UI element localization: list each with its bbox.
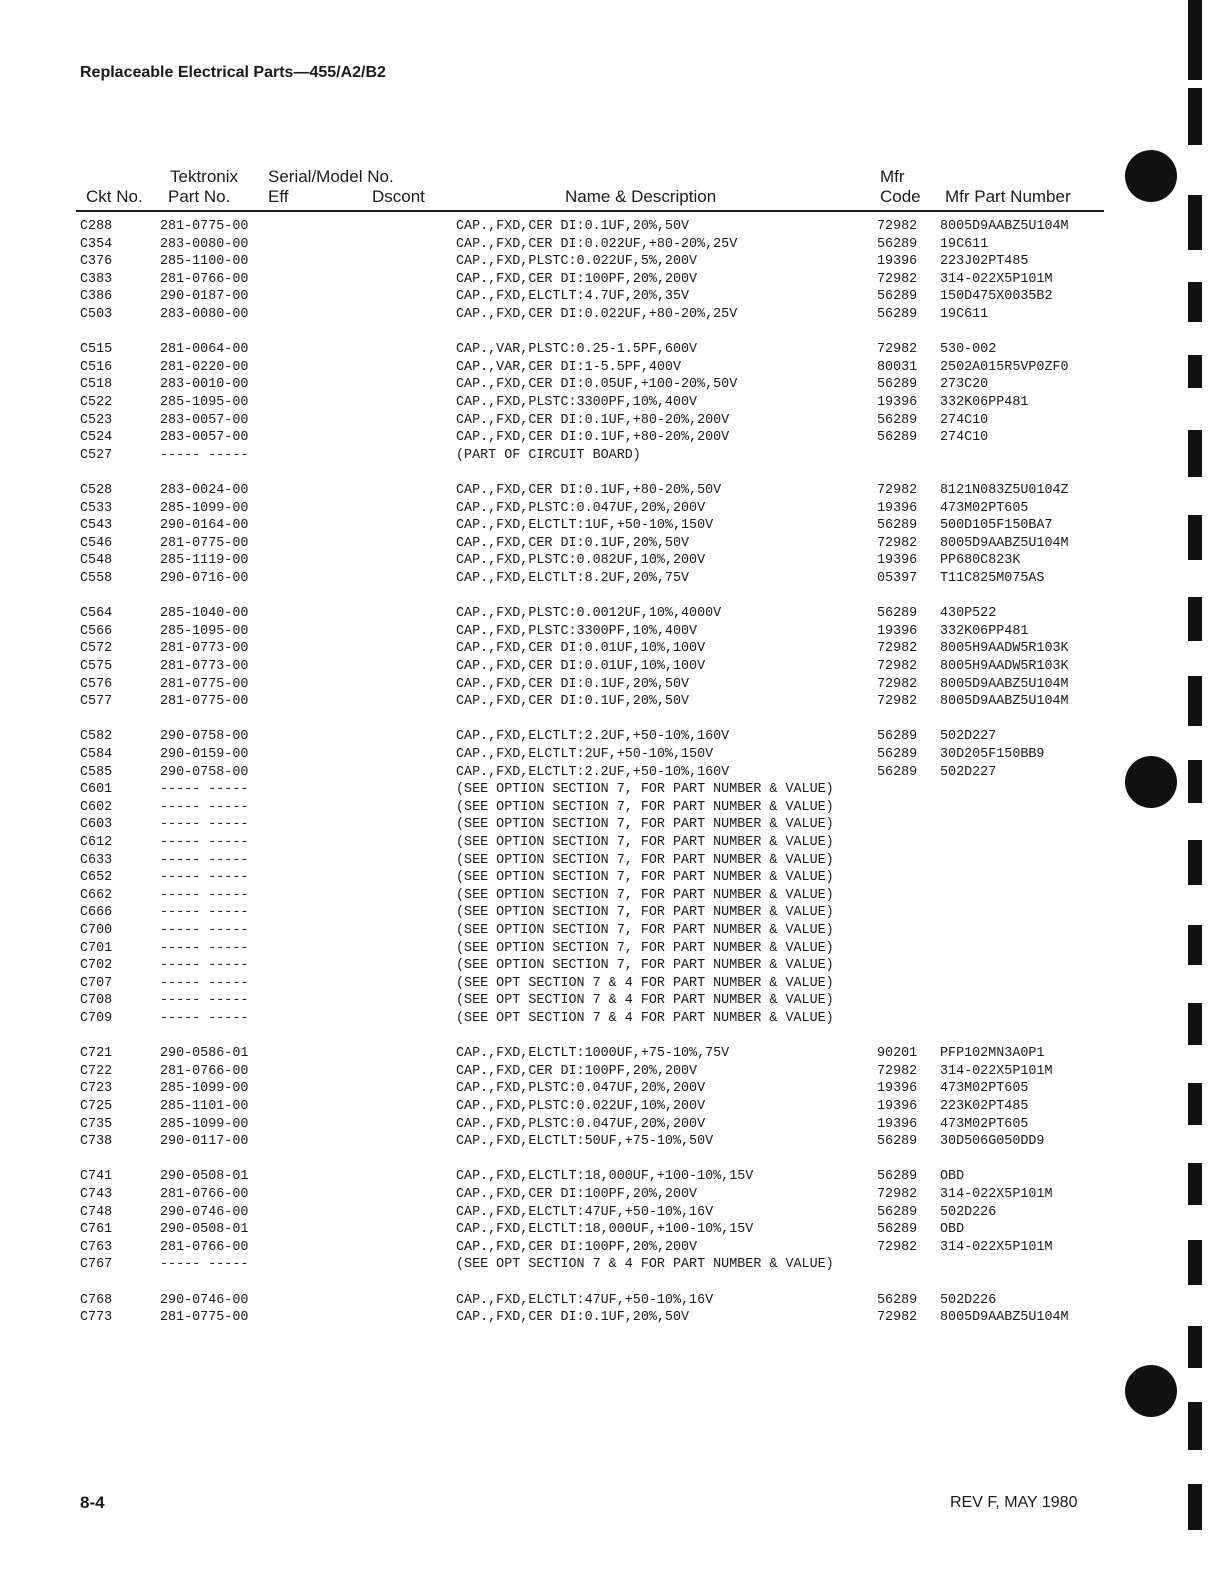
part-no-cell: ----- ----- [160,975,249,991]
ckt-no-cell: C773 [80,1310,113,1326]
mfr-part-number-cell: 430P522 [940,606,997,622]
ckt-no-cell: C708 [80,993,113,1009]
punch-hole-icon [1125,1365,1177,1417]
mfr-part-number-cell: 19C611 [940,307,989,322]
description-cell: (SEE OPTION SECTION 7, FOR PART NUMBER & VALUE) [456,887,834,903]
mfr-code-cell: 05397 [877,571,918,586]
ckt-no-cell: C725 [80,1099,113,1114]
ckt-no-cell: C741 [80,1169,113,1185]
ckt-no-cell: C723 [80,1081,113,1097]
part-no-cell: 290-0746-00 [160,1204,249,1220]
part-no-cell: 290-0187-00 [160,289,249,305]
ckt-no-cell: C576 [80,676,113,692]
mfr-code-cell: 56289 [877,289,918,305]
description-cell: CAP.,FXD,ELCTLT:47UF,+50-10%,16V [456,1204,714,1220]
part-no-cell: 290-0586-01 [160,1046,249,1062]
mfr-part-number-cell: 314-022X5P101M [940,1063,1053,1079]
part-no-cell: 285-1099-00 [160,1116,249,1132]
mfr-code-cell: 80031 [877,359,918,375]
part-no-cell: 281-0775-00 [160,535,249,551]
mfr-part-number-cell: 8005D9AABZ5U104M [940,694,1069,710]
mfr-code-cell: 19396 [877,1081,918,1097]
ckt-no-cell: C603 [80,817,113,833]
part-no-cell: 290-0746-00 [160,1292,249,1308]
part-no-cell: 285-1101-00 [160,1099,249,1114]
part-no-cell: ----- ----- [160,940,249,956]
ckt-no-cell: C518 [80,377,113,393]
part-no-cell: ----- ----- [160,782,249,798]
ckt-no-cell: C761 [80,1222,113,1238]
binder-mark [1188,355,1202,388]
description-cell: CAP.,FXD,CER DI:0.1UF,+80-20%,200V [456,412,730,428]
description-cell: (SEE OPTION SECTION 7, FOR PART NUMBER & VALUE) [456,870,834,886]
binder-mark [1188,760,1202,803]
mfr-code-cell: 72982 [877,694,918,710]
mfr-part-number-cell: 223K02PT485 [940,1099,1029,1114]
header-mfr: Mfr [880,167,905,186]
mfr-code-cell: 72982 [877,535,918,551]
description-cell: CAP.,VAR,PLSTC:0.25-1.5PF,600V [456,342,698,358]
part-no-cell: 283-0057-00 [160,412,249,428]
mfr-part-number-cell: PFP102MN3A0P1 [940,1046,1045,1062]
part-no-cell: 281-0775-00 [160,676,249,692]
description-cell: (SEE OPTION SECTION 7, FOR PART NUMBER & VALUE) [456,923,834,938]
description-cell: CAP.,FXD,CER DI:0.1UF,20%,50V [456,694,690,710]
part-no-cell: ----- ----- [160,1257,249,1273]
mfr-code-cell: 56289 [877,729,918,745]
mfr-code-cell: 19396 [877,553,918,569]
part-no-cell: 285-1099-00 [160,1081,249,1097]
ckt-no-cell: C515 [80,342,113,358]
description-cell: CAP.,FXD,CER DI:0.1UF,+80-20%,200V [456,430,730,446]
ckt-no-cell: C524 [80,430,113,446]
mfr-code-cell: 19396 [877,500,918,516]
description-cell: (SEE OPT SECTION 7 & 4 FOR PART NUMBER & VALUE) [456,975,834,991]
ckt-no-cell: C548 [80,553,113,569]
description-cell: CAP.,FXD,CER DI:0.1UF,20%,50V [456,1310,690,1326]
ckt-no-cell: C523 [80,412,113,428]
description-cell: CAP.,FXD,PLSTC:0.047UF,20%,200V [456,1116,706,1132]
binder-mark [1188,925,1202,965]
part-no-cell: ----- ----- [160,923,249,938]
mfr-code-cell: 56289 [877,606,918,622]
mfr-code-cell: 19396 [877,1099,918,1114]
description-cell: CAP.,FXD,CER DI:0.05UF,+100-20%,50V [456,377,738,393]
ckt-no-cell: C601 [80,782,113,798]
description-cell: CAP.,FXD,ELCTLT:1UF,+50-10%,150V [456,518,714,534]
part-no-cell: 285-1100-00 [160,254,249,270]
mfr-code-cell: 56289 [877,307,918,322]
part-no-cell: ----- ----- [160,1011,249,1026]
part-no-cell: 281-0766-00 [160,271,249,287]
mfr-code-cell: 56289 [877,430,918,446]
description-cell: CAP.,FXD,PLSTC:0.0012UF,10%,4000V [456,606,722,622]
ckt-no-cell: C584 [80,747,113,762]
description-cell: CAP.,FXD,CER DI:0.1UF,20%,50V [456,535,690,551]
part-no-cell: 290-0758-00 [160,729,249,745]
mfr-part-number-cell: 473M02PT605 [940,500,1029,516]
mfr-code-cell: 56289 [877,518,918,534]
mfr-code-cell: 19396 [877,1116,918,1132]
mfr-part-number-cell: 8005D9AABZ5U104M [940,676,1069,692]
mfr-part-number-cell: 8121N083Z5U0104Z [940,483,1069,498]
mfr-code-cell: 72982 [877,659,918,674]
binder-mark [1188,0,1202,80]
mfr-code-cell: 56289 [877,412,918,428]
description-cell: CAP.,FXD,PLSTC:3300PF,10%,400V [456,395,698,410]
mfr-part-number-cell: 2502A015R5VP0ZF0 [940,359,1069,375]
mfr-code-cell: 90201 [877,1046,918,1062]
part-no-cell: ----- ----- [160,447,249,463]
header-rule [76,210,1104,212]
header-serial-model: Serial/Model No. [268,167,394,186]
description-cell: CAP.,FXD,PLSTC:0.047UF,20%,200V [456,1081,706,1097]
ckt-no-cell: C564 [80,606,113,622]
description-cell: CAP.,FXD,ELCTLT:50UF,+75-10%,50V [456,1134,714,1150]
mfr-code-cell: 56289 [877,1222,918,1238]
description-cell: (SEE OPT SECTION 7 & 4 FOR PART NUMBER & VALUE) [456,1011,834,1026]
description-cell: CAP.,FXD,PLSTC:0.082UF,10%,200V [456,553,706,569]
mfr-part-number-cell: 150D475X0035B2 [940,289,1053,305]
ckt-no-cell: C700 [80,923,113,938]
description-cell: CAP.,FXD,CER DI:0.022UF,+80-20%,25V [456,236,738,252]
revision-date: REV F, MAY 1980 [950,1494,1078,1511]
header-name-description: Name & Description [565,187,717,206]
mfr-code-cell: 72982 [877,219,918,234]
ckt-no-cell: C566 [80,623,113,639]
mfr-code-cell: 19396 [877,254,918,270]
mfr-code-cell: 19396 [877,623,918,639]
ckt-no-cell: C376 [80,254,113,270]
binder-mark [1188,1402,1202,1450]
description-cell: (SEE OPTION SECTION 7, FOR PART NUMBER & VALUE) [456,782,834,798]
part-no-cell: 281-0775-00 [160,1310,249,1326]
mfr-code-cell: 56289 [877,764,918,780]
ckt-no-cell: C763 [80,1239,113,1255]
mfr-code-cell: 72982 [877,342,918,358]
part-no-cell: 290-0164-00 [160,518,249,534]
ckt-no-cell: C666 [80,905,113,921]
mfr-part-number-cell: 274C10 [940,430,989,446]
part-no-cell: 285-1095-00 [160,395,249,410]
binder-mark [1188,515,1202,560]
mfr-part-number-cell: 502D227 [940,764,997,780]
part-no-cell: 281-0766-00 [160,1187,249,1202]
ckt-no-cell: C612 [80,835,113,850]
part-no-cell: 290-0508-01 [160,1169,249,1185]
mfr-part-number-cell: OBD [940,1169,965,1185]
ckt-no-cell: C602 [80,799,113,815]
mfr-part-number-cell: OBD [940,1222,965,1238]
mfr-part-number-cell: 19C611 [940,236,989,252]
header-mfr-part-number: Mfr Part Number [945,187,1071,206]
description-cell: (SEE OPT SECTION 7 & 4 FOR PART NUMBER & VALUE) [456,993,834,1009]
ckt-no-cell: C577 [80,694,113,710]
description-cell: CAP.,FXD,CER DI:0.1UF,20%,50V [456,676,690,692]
mfr-part-number-cell: 273C20 [940,377,989,393]
ckt-no-cell: C575 [80,659,113,674]
ckt-no-cell: C522 [80,395,113,410]
mfr-part-number-cell: 30D506G050DD9 [940,1134,1045,1150]
mfr-part-number-cell: 8005D9AABZ5U104M [940,219,1069,234]
binder-mark [1188,676,1202,726]
binder-mark [1188,1240,1202,1285]
mfr-part-number-cell: 314-022X5P101M [940,271,1053,287]
binder-mark [1188,1163,1202,1205]
mfr-part-number-cell: T11C825M075AS [940,571,1045,586]
binder-mark [1188,597,1202,641]
part-no-cell: 283-0024-00 [160,483,249,498]
binder-mark [1188,1326,1202,1368]
part-no-cell: 281-0064-00 [160,342,249,358]
mfr-part-number-cell: 502D226 [940,1292,997,1308]
description-cell: CAP.,FXD,ELCTLT:2.2UF,+50-10%,160V [456,764,730,780]
description-cell: CAP.,FXD,ELCTLT:8.2UF,20%,75V [456,571,690,586]
description-cell: CAP.,FXD,ELCTLT:18,000UF,+100-10%,15V [456,1222,754,1238]
ckt-no-cell: C585 [80,764,113,780]
description-cell: CAP.,VAR,CER DI:1-5.5PF,400V [456,359,681,375]
mfr-code-cell: 72982 [877,641,918,657]
part-no-cell: ----- ----- [160,993,249,1009]
punch-hole-icon [1125,150,1177,202]
binder-mark [1188,840,1202,885]
description-cell: (SEE OPTION SECTION 7, FOR PART NUMBER & VALUE) [456,958,834,974]
mfr-code-cell: 56289 [877,236,918,252]
part-no-cell: 290-0758-00 [160,764,249,780]
part-no-cell: 281-0773-00 [160,659,249,674]
binder-mark [1188,282,1202,322]
ckt-no-cell: C558 [80,571,113,586]
ckt-no-cell: C743 [80,1187,113,1202]
mfr-part-number-cell: 314-022X5P101M [940,1187,1053,1202]
mfr-code-cell: 72982 [877,483,918,498]
description-cell: CAP.,FXD,CER DI:100PF,20%,200V [456,271,698,287]
mfr-code-cell: 56289 [877,1134,918,1150]
part-no-cell: 283-0080-00 [160,236,249,252]
description-cell: (SEE OPTION SECTION 7, FOR PART NUMBER & VALUE) [456,799,834,815]
ckt-no-cell: C709 [80,1011,113,1026]
part-no-cell: 290-0159-00 [160,747,249,762]
ckt-no-cell: C702 [80,958,113,974]
ckt-no-cell: C383 [80,271,113,287]
binder-mark [1188,430,1202,477]
ckt-no-cell: C662 [80,887,113,903]
ckt-no-cell: C527 [80,447,113,463]
ckt-no-cell: C503 [80,307,113,322]
ckt-no-cell: C767 [80,1257,113,1273]
part-no-cell: 290-0117-00 [160,1134,249,1150]
ckt-no-cell: C735 [80,1116,113,1132]
description-cell: (SEE OPT SECTION 7 & 4 FOR PART NUMBER & VALUE) [456,1257,834,1273]
part-no-cell: 285-1099-00 [160,500,249,516]
ckt-no-cell: C633 [80,852,113,868]
ckt-no-cell: C748 [80,1204,113,1220]
description-cell: CAP.,FXD,PLSTC:0.047UF,20%,200V [456,500,706,516]
part-no-cell: ----- ----- [160,887,249,903]
ckt-no-cell: C572 [80,641,113,657]
part-no-cell: ----- ----- [160,817,249,833]
part-no-cell: 281-0766-00 [160,1063,249,1079]
description-cell: CAP.,FXD,CER DI:0.1UF,+80-20%,50V [456,483,722,498]
description-cell: CAP.,FXD,CER DI:100PF,20%,200V [456,1063,698,1079]
mfr-part-number-cell: 8005H9AADW5R103K [940,659,1069,674]
description-cell: CAP.,FXD,CER DI:100PF,20%,200V [456,1239,698,1255]
mfr-part-number-cell: 314-022X5P101M [940,1239,1053,1255]
mfr-part-number-cell: 30D205F150BB9 [940,747,1045,762]
header-ckt-no: Ckt No. [86,187,143,206]
description-cell: CAP.,FXD,ELCTLT:2.2UF,+50-10%,160V [456,729,730,745]
mfr-code-cell: 72982 [877,676,918,692]
mfr-code-cell: 56289 [877,1292,918,1308]
part-no-cell: ----- ----- [160,870,249,886]
mfr-code-cell: 72982 [877,1063,918,1079]
mfr-part-number-cell: 500D105F150BA7 [940,518,1053,534]
header-tektronix: Tektronix [170,167,239,186]
part-no-cell: 283-0057-00 [160,430,249,446]
part-no-cell: 281-0766-00 [160,1239,249,1255]
ckt-no-cell: C386 [80,289,113,305]
mfr-code-cell: 72982 [877,1239,918,1255]
part-no-cell: 290-0508-01 [160,1222,249,1238]
description-cell: (SEE OPTION SECTION 7, FOR PART NUMBER & VALUE) [456,905,834,921]
part-no-cell: 283-0080-00 [160,307,249,322]
mfr-code-cell: 56289 [877,747,918,762]
part-no-cell: 281-0773-00 [160,641,249,657]
part-no-cell: 281-0775-00 [160,694,249,710]
description-cell: CAP.,FXD,CER DI:0.01UF,10%,100V [456,641,706,657]
page-title: Replaceable Electrical Parts—455/A2/B2 [80,64,386,81]
description-cell: (SEE OPTION SECTION 7, FOR PART NUMBER & VALUE) [456,835,834,850]
ckt-no-cell: C528 [80,483,113,498]
description-cell: CAP.,FXD,ELCTLT:18,000UF,+100-10%,15V [456,1169,754,1185]
header-eff: Eff [268,187,289,206]
ckt-no-cell: C722 [80,1063,113,1079]
mfr-code-cell: 19396 [877,395,918,410]
ckt-no-cell: C354 [80,236,113,252]
description-cell: CAP.,FXD,PLSTC:3300PF,10%,400V [456,623,698,639]
description-cell: (SEE OPTION SECTION 7, FOR PART NUMBER & VALUE) [456,817,834,833]
binder-mark [1188,1484,1202,1530]
part-no-cell: 285-1119-00 [160,553,249,569]
ckt-no-cell: C652 [80,870,113,886]
mfr-part-number-cell: 502D227 [940,729,997,745]
mfr-part-number-cell: PP680C823K [940,553,1021,569]
part-no-cell: 283-0010-00 [160,377,249,393]
description-cell: (PART OF CIRCUIT BOARD) [456,447,641,463]
part-no-cell: ----- ----- [160,958,249,974]
mfr-part-number-cell: 332K06PP481 [940,395,1029,410]
description-cell: CAP.,FXD,ELCTLT:47UF,+50-10%,16V [456,1292,714,1308]
page-number: 8-4 [80,1493,105,1512]
ckt-no-cell: C582 [80,729,113,745]
mfr-part-number-cell: 473M02PT605 [940,1116,1029,1132]
binder-mark [1188,195,1202,250]
ckt-no-cell: C768 [80,1292,113,1308]
part-no-cell: ----- ----- [160,835,249,850]
mfr-code-cell: 56289 [877,377,918,393]
description-cell: CAP.,FXD,ELCTLT:2UF,+50-10%,150V [456,747,714,762]
ckt-no-cell: C533 [80,500,113,516]
description-cell: (SEE OPTION SECTION 7, FOR PART NUMBER & VALUE) [456,852,834,868]
mfr-part-number-cell: 274C10 [940,412,989,428]
mfr-part-number-cell: 473M02PT605 [940,1081,1029,1097]
mfr-part-number-cell: 502D226 [940,1204,997,1220]
part-no-cell: 281-0775-00 [160,219,249,234]
mfr-part-number-cell: 8005D9AABZ5U104M [940,1310,1069,1326]
ckt-no-cell: C701 [80,940,113,956]
description-cell: CAP.,FXD,CER DI:0.01UF,10%,100V [456,659,706,674]
punch-hole-icon [1125,756,1177,808]
part-no-cell: ----- ----- [160,905,249,921]
header-dscont: Dscont [372,187,425,206]
binder-mark [1188,1083,1202,1125]
description-cell: CAP.,FXD,CER DI:0.1UF,20%,50V [456,219,690,234]
mfr-part-number-cell: 223J02PT485 [940,254,1029,270]
description-cell: CAP.,FXD,PLSTC:0.022UF,10%,200V [456,1099,706,1114]
ckt-no-cell: C516 [80,359,113,375]
ckt-no-cell: C721 [80,1046,113,1062]
mfr-part-number-cell: 332K06PP481 [940,623,1029,639]
ckt-no-cell: C288 [80,219,113,234]
mfr-code-cell: 56289 [877,1169,918,1185]
description-cell: CAP.,FXD,ELCTLT:4.7UF,20%,35V [456,289,690,305]
description-cell: CAP.,FXD,CER DI:0.022UF,+80-20%,25V [456,307,738,322]
ckt-no-cell: C707 [80,975,113,991]
header-part-no: Part No. [168,187,231,206]
part-no-cell: 290-0716-00 [160,571,249,586]
description-cell: CAP.,FXD,ELCTLT:1000UF,+75-10%,75V [456,1046,730,1062]
part-no-cell: 285-1095-00 [160,623,249,639]
mfr-part-number-cell: 8005D9AABZ5U104M [940,535,1069,551]
description-cell: CAP.,FXD,CER DI:100PF,20%,200V [456,1187,698,1202]
part-no-cell: 281-0220-00 [160,359,249,375]
part-no-cell: 285-1040-00 [160,606,249,622]
ckt-no-cell: C546 [80,535,113,551]
description-cell: CAP.,FXD,PLSTC:0.022UF,5%,200V [456,254,698,270]
binder-mark [1188,1003,1202,1045]
binder-mark [1188,88,1202,145]
mfr-code-cell: 56289 [877,1204,918,1220]
mfr-part-number-cell: 530-002 [940,342,997,358]
description-cell: (SEE OPTION SECTION 7, FOR PART NUMBER & VALUE) [456,940,834,956]
mfr-code-cell: 72982 [877,1187,918,1202]
ckt-no-cell: C738 [80,1134,113,1150]
part-no-cell: ----- ----- [160,799,249,815]
header-code: Code [880,187,921,206]
part-no-cell: ----- ----- [160,852,249,868]
mfr-code-cell: 72982 [877,1310,918,1326]
ckt-no-cell: C543 [80,518,113,534]
mfr-part-number-cell: 8005H9AADW5R103K [940,641,1069,657]
mfr-code-cell: 72982 [877,271,918,287]
